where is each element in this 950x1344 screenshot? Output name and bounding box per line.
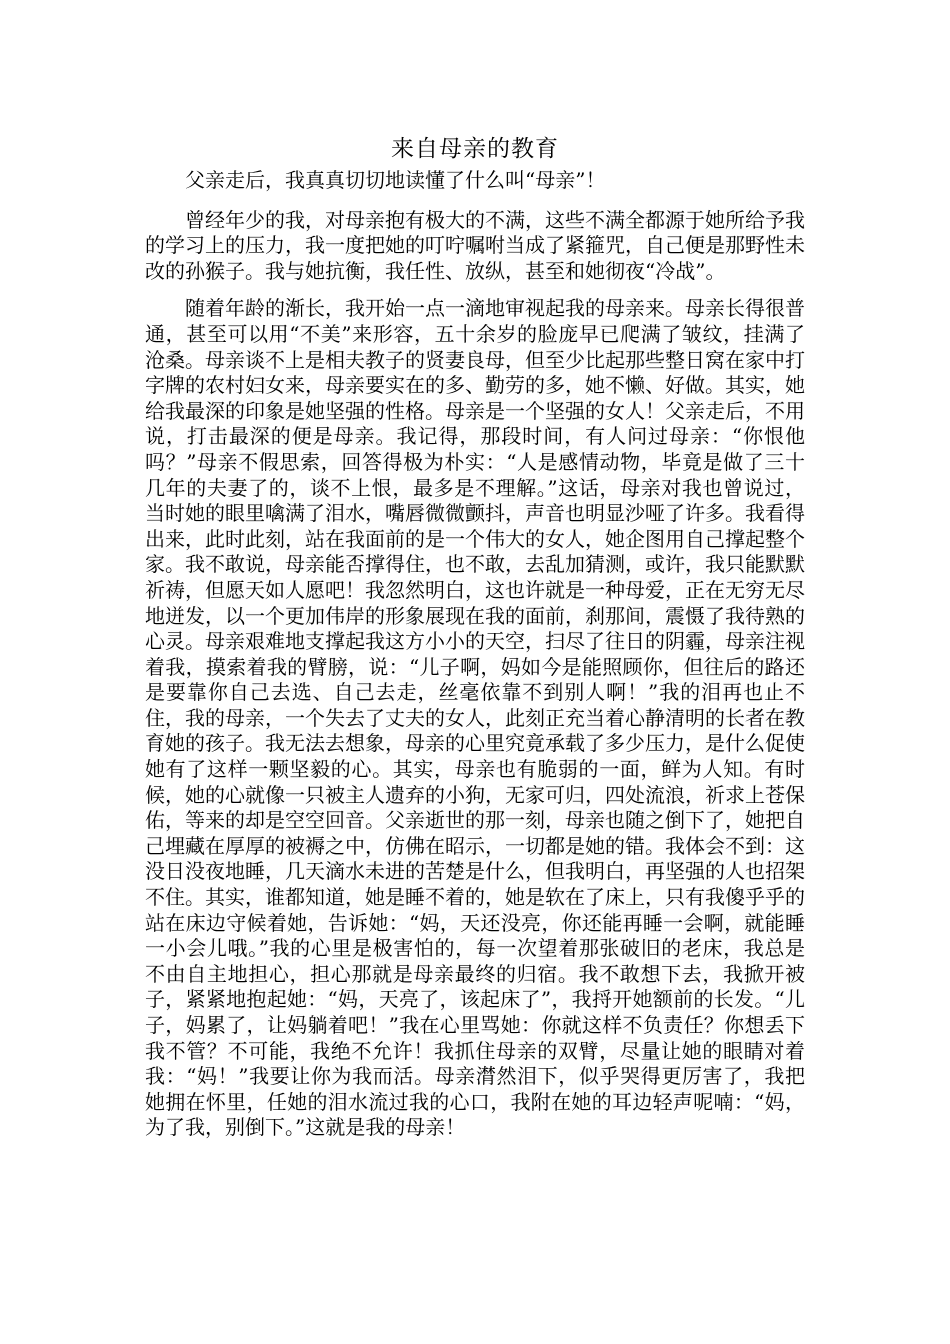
paragraph-1: 父亲走后，我真真切切地读懂了什么叫“母亲”！ bbox=[185, 168, 606, 192]
document-title: 来自母亲的教育 bbox=[391, 136, 559, 162]
paragraph-2: 曾经年少的我，对母亲抱有极大的不满，这些不满全都源于她所给予我的学习上的压力，我一度把她的叮咛嘱咐当成了紧箍咒，自己便是那野性未改的孙猴子。我与她抗衡，我任性、放纵，甚至和她彻夜“冷战”。 bbox=[145, 207, 805, 283]
document-page bbox=[145, 132, 805, 1153]
paragraph-3: 随着年龄的渐长，我开始一点一滴地审视起我的母亲来。母亲长得很普通，甚至可以用“不美”来形容，五十余岁的脸庞早已爬满了皱纹，挂满了沧桑。母亲谈不上是相夫教子的贤妻良母，但至少比起那些整日窝在家中打字牌的农村妇女来，母亲要实在的多、勤劳的多，她不懒、好做。其实，她给我最深的印象是她坚强的性格。母亲是一个坚强的女人！父亲走后，不用说，打击最深的便是母亲。我记得，那段时间，有人问过母亲：“你恨他吗？”母亲不假思索，回答得极为朴实：“人是感情动物，毕竟是做了三十几年的夫妻了的，谈不上恨，最多是不理解。”这话，母亲对我也曾说过，当时她的眼里噙满了泪水，嘴唇微微颤抖，声音也明显沙哑了许多。我看得出来，此时此刻，站在我面前的是一个伟大的女人，她企图用自己撑起整个家。我不敢说，母亲能否撑得住，也不敢，去乱加猜测，或许，我只能默默祈祷，但愿天如人愿吧！我忽然明白，这也许就是一种母爱，正在无穷无尽地迸发，以一个更加伟岸的形象展现在我的面前，刹那间，震慑了我待熟的心灵。母亲艰难地支撑起我这方小小的天空，扫尽了往日的阴霾，母亲注视着我，摸索着我的臂膀，说：“儿子啊，妈如今是能照顾你，但往后的路还是要靠你自己去选、自己去走，丝毫依靠不到别人啊！”我的泪再也止不住，我的母亲，一个失去了丈夫的女人，此刻正充当着心静清明的长者在教育她的孩子。我无法去想象，母亲的心里究竟承载了多少压力，是什么促使她有了这样一颗坚毅的心。其实，母亲也有脆弱的一面，鲜为人知。有时候，她的心就像一只被主人遗弃的小狗，无家可归，四处流浪，祈求上苍保佑，等来的却是空空回音。父亲逝世的那一刻，母亲也随之倒下了，她把自己埋藏在厚厚的被褥之中，仿佛在昭示，一切都是她的错。我体会不到：这没日没夜地睡，几天滴水未进的苦楚是什么，但我明白，再坚强的人也招架不住。其实，谁都知道，她是睡不着的，她是软在了床上，只有我傻乎乎的站在床边守候着她，告诉她：“妈，天还没亮，你还能再睡一会啊，就能睡一小会儿哦。”我的心里是极害怕的，每一次望着那张破旧的老床，我总是不由自主地担心，担心那就是母亲最终的归宿。我不敢想下去，我掀开被子，紧紧地抱起她：“妈，天亮了，该起床了”，我捋开她额前的长发。“儿子，妈累了，让妈躺着吧！”我在心里骂她：你就这样不负责任？你想丢下我不管？不可能，我绝不允许！我抓住母亲的双臂，尽量让她的眼睛对着我：“妈！”我要让你为我而活。母亲潸然泪下，似乎哭得更厉害了，我把她拥在怀里，任她的泪水流过我的心口，我附在她的耳边轻声呢喃：“妈，为了我，别倒下。”这就是我的母亲！ bbox=[145, 296, 805, 1140]
